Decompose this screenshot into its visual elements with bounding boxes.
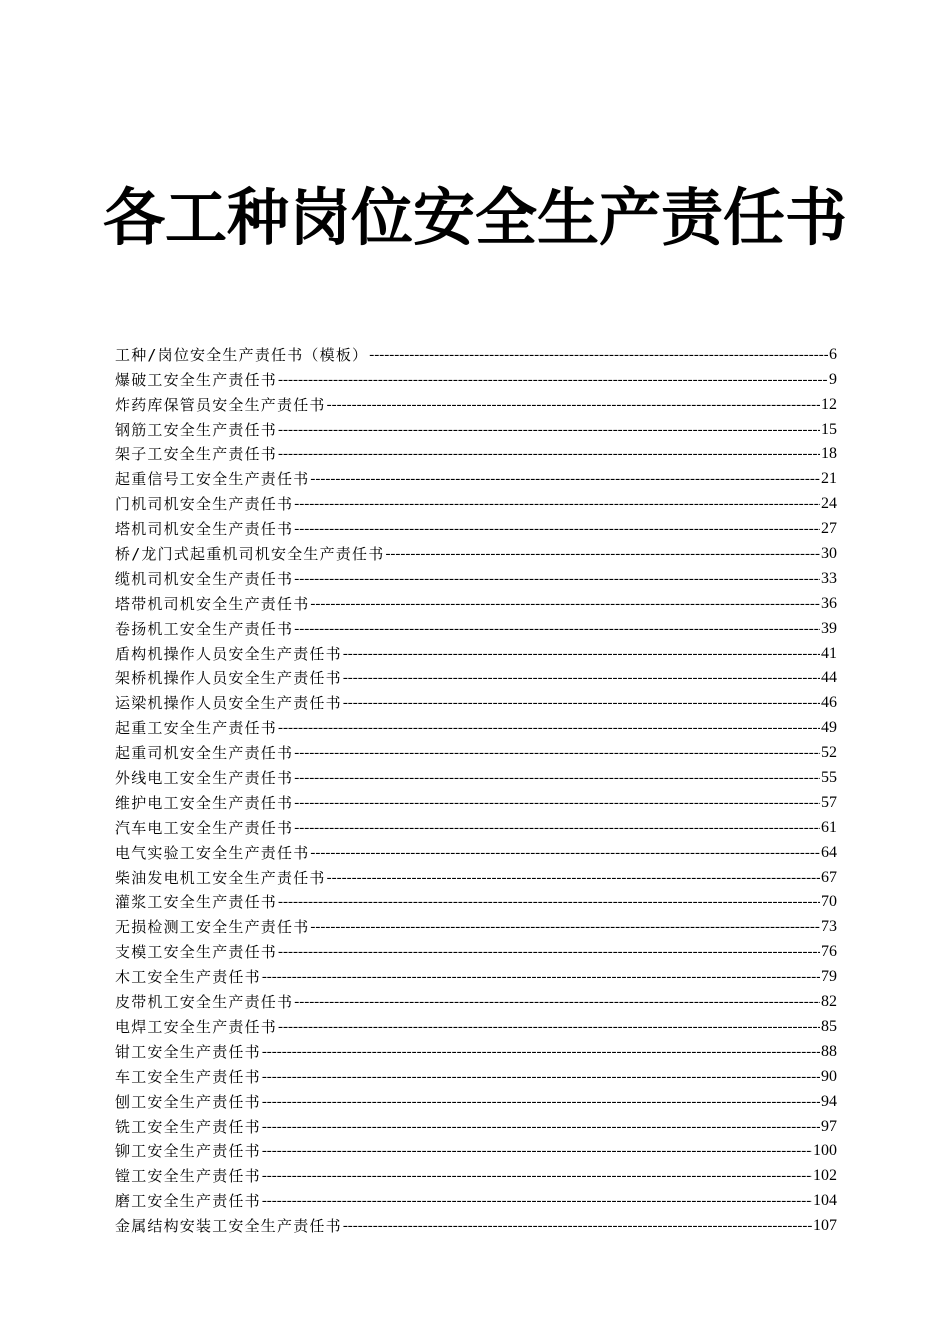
toc-leader-dashes: [310, 917, 820, 937]
toc-entry-title: 炸药库保管员安全生产责任书: [115, 395, 326, 414]
toc-entry[interactable]: [115, 1012, 837, 1037]
toc-entry[interactable]: [115, 1037, 837, 1062]
toc-entry-page-number: 100: [813, 1142, 837, 1160]
toc-entry-page-number: 21: [821, 470, 837, 488]
toc-entry[interactable]: [115, 415, 837, 440]
toc-entry-title: 皮带机工安全生产责任书: [115, 993, 294, 1012]
toc-entry-page-number: 97: [821, 1117, 837, 1135]
toc-entry-title: 金属结构安装工安全生产责任书: [115, 1217, 342, 1236]
toc-leader-dashes: [262, 1092, 820, 1112]
toc-leader-dashes: [294, 818, 820, 838]
toc-entry[interactable]: [115, 489, 837, 514]
toc-entry[interactable]: [115, 340, 837, 365]
toc-entry-page-number: 27: [821, 520, 837, 538]
toc-entry[interactable]: [115, 1211, 837, 1236]
toc-entry[interactable]: [115, 1161, 837, 1186]
toc-leader-dashes: [294, 768, 820, 788]
toc-entry-title: 盾构机操作人员安全生产责任书: [115, 644, 342, 663]
toc-entry[interactable]: [115, 962, 837, 987]
toc-entry[interactable]: [115, 1137, 837, 1162]
toc-entry-title: 塔机司机安全生产责任书: [115, 520, 294, 539]
toc-leader-dashes: [278, 420, 820, 440]
toc-entry[interactable]: [115, 365, 837, 390]
toc-entry-page-number: 57: [821, 793, 837, 811]
table-of-contents: [115, 340, 837, 1236]
toc-leader-dashes: [310, 843, 820, 863]
toc-leader-dashes: [278, 444, 820, 464]
toc-entry[interactable]: [115, 688, 837, 713]
toc-entry-page-number: 52: [821, 744, 837, 762]
toc-entry-title: 架桥机操作人员安全生产责任书: [115, 669, 342, 688]
toc-entry-title: 车工安全生产责任书: [115, 1067, 261, 1086]
toc-entry-title: 起重信号工安全生产责任书: [115, 470, 310, 489]
toc-entry-title: 柴油发电机工安全生产责任书: [115, 868, 326, 887]
toc-entry[interactable]: [115, 514, 837, 539]
toc-leader-dashes: [343, 693, 820, 713]
toc-entry-page-number: 94: [821, 1092, 837, 1110]
toc-leader-dashes: [294, 793, 820, 813]
toc-entry-title: 灌浆工安全生产责任书: [115, 893, 278, 912]
toc-entry[interactable]: [115, 912, 837, 937]
toc-entry-title: 工种/岗位安全生产责任书（模板）: [115, 345, 369, 364]
toc-leader-dashes: [385, 544, 820, 564]
toc-entry[interactable]: [115, 763, 837, 788]
toc-entry-page-number: 88: [821, 1042, 837, 1060]
toc-entry-page-number: 9: [829, 370, 837, 388]
toc-leader-dashes: [294, 743, 820, 763]
toc-entry-page-number: 24: [821, 495, 837, 513]
toc-entry-title: 卷扬机工安全生产责任书: [115, 619, 294, 638]
toc-entry-title: 爆破工安全生产责任书: [115, 370, 278, 389]
toc-entry-page-number: 6: [829, 345, 837, 363]
toc-leader-dashes: [278, 1017, 820, 1037]
toc-entry-page-number: 102: [813, 1167, 837, 1185]
toc-entry-page-number: 73: [821, 918, 837, 936]
toc-entry[interactable]: [115, 1087, 837, 1112]
toc-entry-title: 镗工安全生产责任书: [115, 1167, 261, 1186]
toc-entry-title: 刨工安全生产责任书: [115, 1092, 261, 1111]
toc-entry[interactable]: [115, 888, 837, 913]
toc-leader-dashes: [294, 494, 820, 514]
toc-entry[interactable]: [115, 838, 837, 863]
toc-entry[interactable]: [115, 614, 837, 639]
toc-entry-page-number: 64: [821, 843, 837, 861]
toc-entry-title: 电焊工安全生产责任书: [115, 1017, 278, 1036]
toc-entry-title: 钳工安全生产责任书: [115, 1042, 261, 1061]
toc-leader-dashes: [294, 992, 820, 1012]
toc-entry-title: 钢筋工安全生产责任书: [115, 420, 278, 439]
toc-entry-title: 磨工安全生产责任书: [115, 1192, 261, 1211]
toc-entry-page-number: 46: [821, 694, 837, 712]
toc-entry-page-number: 90: [821, 1067, 837, 1085]
toc-entry[interactable]: [115, 788, 837, 813]
toc-entry-page-number: 107: [813, 1217, 837, 1235]
toc-entry-title: 铣工安全生产责任书: [115, 1117, 261, 1136]
toc-entry-title: 电气实验工安全生产责任书: [115, 843, 310, 862]
toc-leader-dashes: [369, 345, 828, 365]
toc-entry[interactable]: [115, 639, 837, 664]
toc-entry[interactable]: [115, 1186, 837, 1211]
toc-entry[interactable]: [115, 937, 837, 962]
toc-entry-page-number: 79: [821, 968, 837, 986]
toc-entry[interactable]: [115, 713, 837, 738]
toc-entry-title: 汽车电工安全生产责任书: [115, 818, 294, 837]
toc-entry[interactable]: [115, 1112, 837, 1137]
toc-entry[interactable]: [115, 464, 837, 489]
toc-entry-page-number: 61: [821, 818, 837, 836]
toc-entry-page-number: 76: [821, 943, 837, 961]
toc-entry-title: 运梁机操作人员安全生产责任书: [115, 694, 342, 713]
toc-entry-page-number: 41: [821, 644, 837, 662]
toc-entry[interactable]: [115, 390, 837, 415]
toc-leader-dashes: [310, 469, 820, 489]
toc-leader-dashes: [327, 395, 820, 415]
toc-leader-dashes: [278, 370, 828, 390]
toc-entry-title: 铆工安全生产责任书: [115, 1142, 261, 1161]
toc-leader-dashes: [343, 644, 820, 664]
toc-entry-page-number: 82: [821, 993, 837, 1011]
toc-leader-dashes: [262, 1141, 812, 1161]
page-title: 各工种岗位安全生产责任书: [102, 180, 847, 254]
toc-entry-title: 门机司机安全生产责任书: [115, 495, 294, 514]
toc-entry-page-number: 70: [821, 893, 837, 911]
toc-entry-page-number: 33: [821, 569, 837, 587]
toc-entry-page-number: 18: [821, 445, 837, 463]
toc-entry[interactable]: [115, 589, 837, 614]
toc-entry[interactable]: [115, 813, 837, 838]
toc-entry-title: 起重司机安全生产责任书: [115, 744, 294, 763]
toc-leader-dashes: [294, 569, 820, 589]
toc-entry[interactable]: [115, 863, 837, 888]
toc-entry-title: 架子工安全生产责任书: [115, 445, 278, 464]
toc-entry[interactable]: [115, 440, 837, 465]
toc-entry-page-number: 15: [821, 420, 837, 438]
toc-entry-page-number: 39: [821, 619, 837, 637]
toc-entry[interactable]: [115, 1062, 837, 1087]
toc-entry-page-number: 44: [821, 669, 837, 687]
toc-leader-dashes: [262, 1042, 820, 1062]
toc-leader-dashes: [327, 868, 820, 888]
toc-entry-page-number: 30: [821, 545, 837, 563]
toc-entry-page-number: 85: [821, 1017, 837, 1035]
toc-leader-dashes: [310, 594, 820, 614]
toc-leader-dashes: [343, 668, 820, 688]
toc-entry-page-number: 49: [821, 719, 837, 737]
toc-leader-dashes: [294, 519, 820, 539]
toc-entry-title: 维护电工安全生产责任书: [115, 793, 294, 812]
toc-entry-title: 缆机司机安全生产责任书: [115, 569, 294, 588]
toc-leader-dashes: [262, 1166, 812, 1186]
toc-entry-title: 无损检测工安全生产责任书: [115, 918, 310, 937]
toc-entry-page-number: 36: [821, 594, 837, 612]
toc-entry-title: 桥/龙门式起重机司机安全生产责任书: [115, 545, 385, 564]
toc-entry[interactable]: [115, 564, 837, 589]
toc-entry-page-number: 55: [821, 769, 837, 787]
toc-leader-dashes: [262, 1067, 820, 1087]
toc-leader-dashes: [278, 718, 820, 738]
toc-entry-title: 外线电工安全生产责任书: [115, 769, 294, 788]
toc-leader-dashes: [262, 967, 820, 987]
toc-leader-dashes: [262, 1117, 820, 1137]
toc-entry-title: 木工安全生产责任书: [115, 968, 261, 987]
toc-entry-title: 起重工安全生产责任书: [115, 719, 278, 738]
toc-entry[interactable]: [115, 539, 837, 564]
toc-leader-dashes: [262, 1191, 812, 1211]
toc-entry[interactable]: [115, 987, 837, 1012]
toc-leader-dashes: [278, 942, 820, 962]
toc-entry-page-number: 104: [813, 1192, 837, 1210]
toc-entry[interactable]: [115, 664, 837, 689]
toc-leader-dashes: [278, 892, 820, 912]
toc-entry-title: 支模工安全生产责任书: [115, 943, 278, 962]
toc-entry-title: 塔带机司机安全生产责任书: [115, 594, 310, 613]
toc-entry-page-number: 12: [821, 395, 837, 413]
toc-entry[interactable]: [115, 738, 837, 763]
toc-entry-page-number: 67: [821, 868, 837, 886]
toc-leader-dashes: [343, 1216, 812, 1236]
toc-leader-dashes: [294, 619, 820, 639]
